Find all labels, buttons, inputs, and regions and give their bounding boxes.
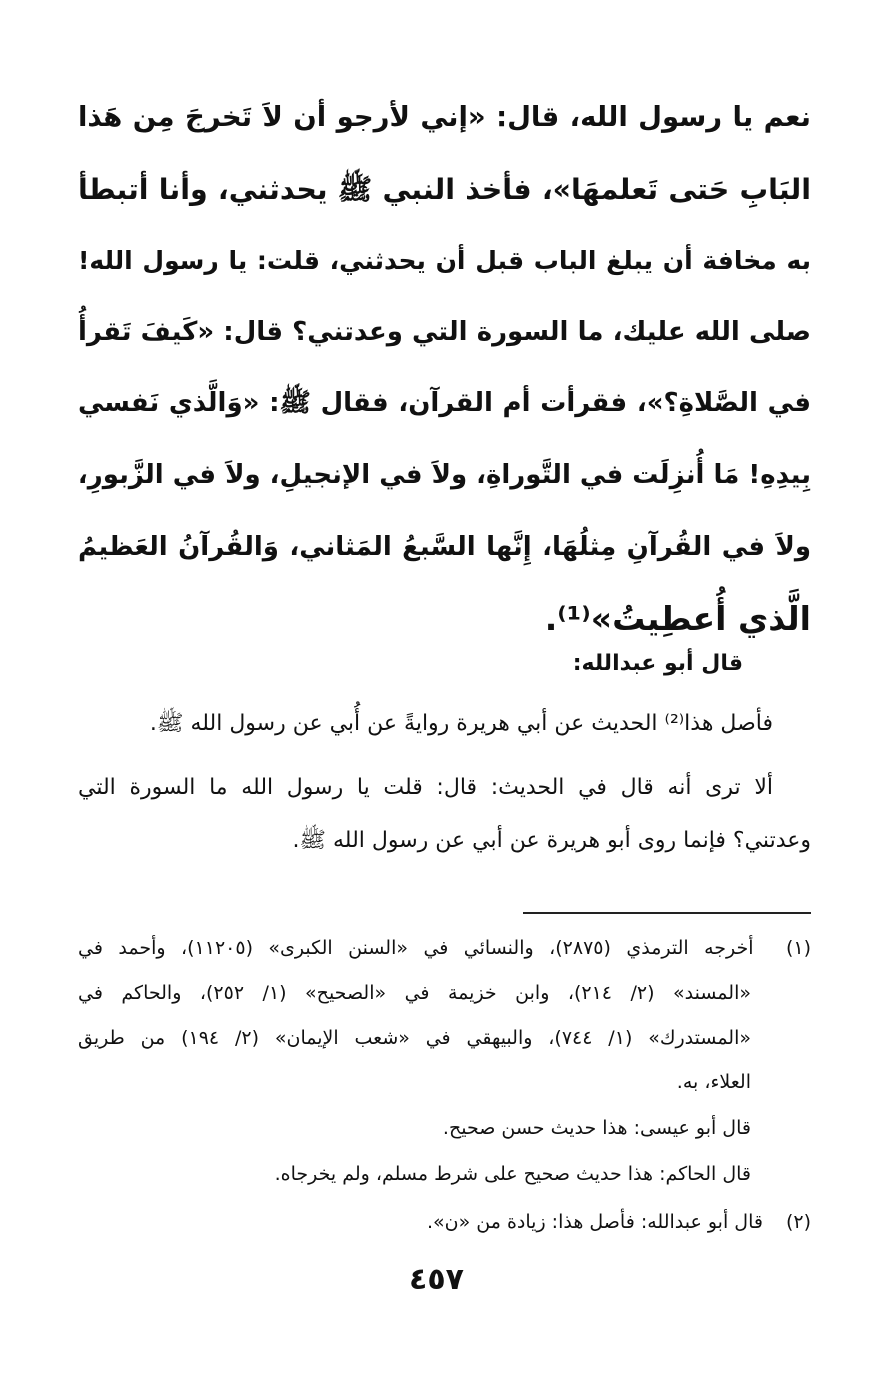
main-text-line: الَّذي أُعطِيتُ»⁽¹⁾. [544, 599, 811, 639]
footnote-1-line: «المسند» (٢/ ٢١٤)، وابن خزيمة في «الصحيح» (١/ ٢٥٢)، والحاكم في [78, 982, 751, 1004]
main-text-line: البَابِ حَتى تَعلمهَا»، فأخذ النبي ﷺ يحدثني، وأنا أتبطأ [78, 172, 811, 206]
main-text-line: بِيدِهِ! مَا أُنزِلَت في التَّوراةِ، ولاَ في الإنجيلِ، ولاَ في الزَّبورِ، [78, 459, 811, 490]
commentary-paragraph-line: وعدتني؟ فإنما روى أبو هريرة عن أبي عن رسول الله ﷺ. [292, 828, 811, 853]
commentary-paragraph: فأصل هذا⁽²⁾ الحديث عن أبي هريرة روايةً عن أُبي عن رسول الله ﷺ. [149, 711, 773, 736]
footnote-1-line: قال أبو عيسى: هذا حديث حسن صحيح. [442, 1117, 751, 1139]
footnote-number: (٢) [785, 1211, 811, 1233]
footnote-number: (١) [785, 937, 811, 959]
main-text-line: صلى الله عليك، ما السورة التي وعدتني؟ قال: «كَيفَ تَقرأُ [78, 316, 811, 347]
main-text-line: به مخافة أن يبلغ الباب قبل أن يحدثني، قلت: يا رسول الله! [78, 246, 811, 276]
main-text-line: في الصَّلاةِ؟»، فقرأت أم القرآن، فقال ﷺ: «وَالَّذي نَفسي [78, 388, 811, 419]
footnote-1-line: قال الحاكم: هذا حديث صحيح على شرط مسلم، ولم يخرجاه. [274, 1163, 751, 1185]
footnote-1-line: العلاء، به. [676, 1071, 751, 1093]
footnote-divider [523, 912, 811, 914]
main-text-line: نعم يا رسول الله، قال: «إني لأرجو أن لاَ تَخرجَ مِن هَذا [78, 101, 811, 133]
page-number: ٤٥٧ [409, 1262, 464, 1297]
footnote-1-line: «المستدرك» (١/ ٧٤٤)، والبيهقي في «شعب الإيمان» (٢/ ١٩٤) من طريق [78, 1027, 751, 1049]
main-text-line: ولاَ في القُرآنِ مِثلُهَا، إِنَّها السَّبعُ المَثاني، وَالقُرآنُ العَظيمُ [78, 531, 811, 562]
footnote-2 [78, 1200, 811, 1245]
section-title: قال أبو عبدالله: [572, 651, 743, 676]
footnote-text: أخرجه الترمذي (٢٨٧٥)، والنسائي في «السنن الكبرى» (١١٢٠٥)، وأحمد في [78, 937, 754, 959]
main-text-block [78, 82, 811, 655]
footnote-text: قال أبو عبدالله: فأصل هذا: زيادة من «ن». [427, 1211, 763, 1233]
commentary-paragraph-line: ألا ترى أنه قال في الحديث: قال: قلت يا رسول الله ما السورة التي [78, 775, 773, 800]
footnote-1-line [78, 926, 811, 971]
